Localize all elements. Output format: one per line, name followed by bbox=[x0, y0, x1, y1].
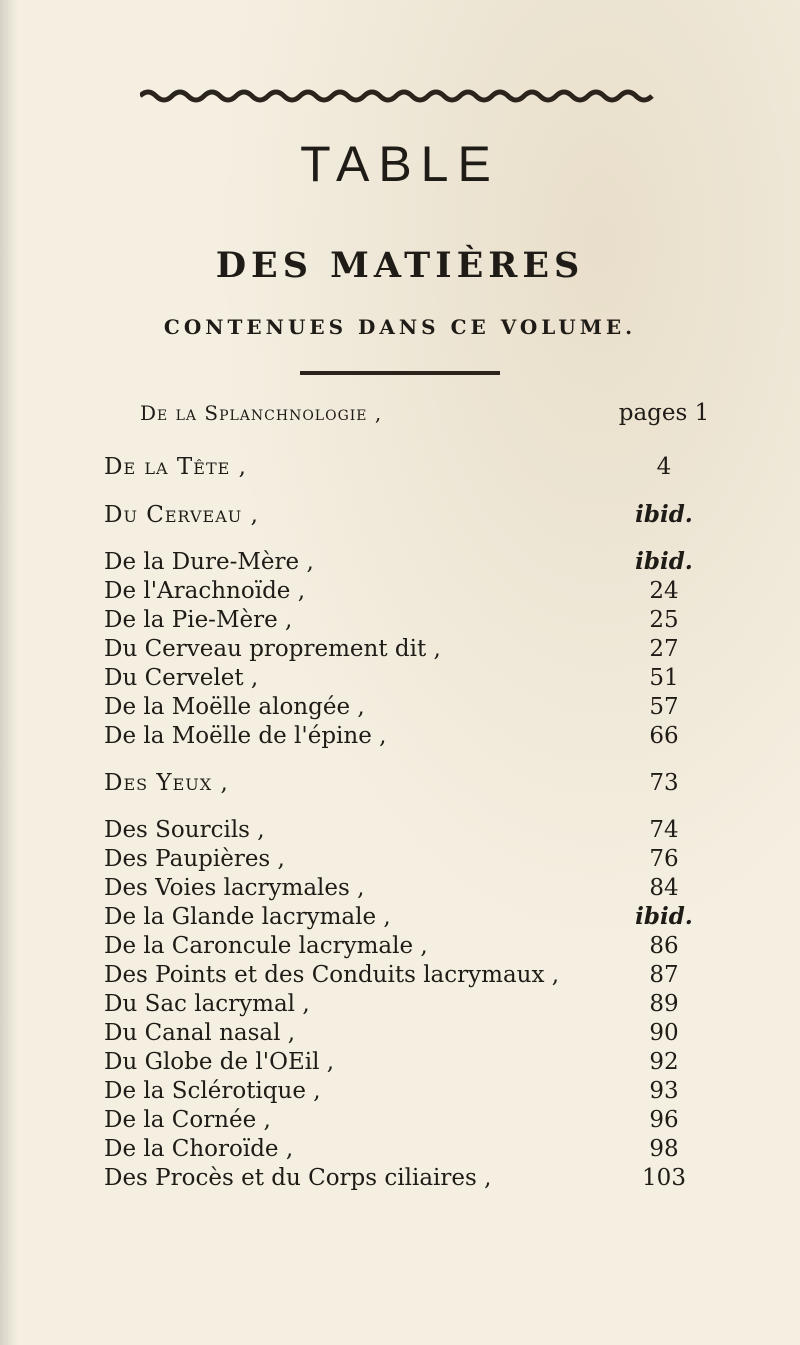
toc-entry-label: De la Pie-Mère , bbox=[104, 607, 293, 633]
toc-entry-page: ibid. bbox=[635, 903, 693, 930]
toc-entry bbox=[104, 844, 724, 874]
toc-entry-page: 27 bbox=[649, 636, 679, 662]
toc-entry bbox=[104, 576, 724, 606]
toc-entry-label: De la Tête , bbox=[104, 454, 247, 480]
toc-entry-page: 74 bbox=[649, 817, 679, 843]
toc-entry bbox=[104, 768, 724, 798]
toc-entry-label: De la Sclérotique , bbox=[104, 1078, 321, 1104]
toc-entry bbox=[104, 500, 724, 530]
toc-entry-page: 57 bbox=[649, 694, 679, 720]
toc-entry-page: 93 bbox=[649, 1078, 679, 1104]
toc-entry-label: Du Cerveau , bbox=[104, 502, 259, 528]
toc-entry-label: Du Canal nasal , bbox=[104, 1020, 296, 1046]
toc-entry-page: 89 bbox=[649, 991, 679, 1017]
toc-entry bbox=[104, 1163, 724, 1193]
toc-entry-label: De la Splanchnologie , bbox=[140, 401, 383, 425]
toc-entry bbox=[104, 663, 724, 693]
toc-entry-page: 98 bbox=[649, 1136, 679, 1162]
toc-entry-page: 103 bbox=[642, 1165, 686, 1191]
toc-entry bbox=[104, 692, 724, 722]
toc-entry-label: Des Yeux , bbox=[104, 770, 229, 796]
toc-entry-label: De l'Arachnoïde , bbox=[104, 578, 306, 604]
toc-entry-label: Des Points et des Conduits lacrymaux , bbox=[104, 962, 560, 988]
toc-entry-label: Du Cervelet , bbox=[104, 665, 259, 691]
toc-entry bbox=[104, 452, 724, 482]
toc-entry-label: Du Globe de l'OEil , bbox=[104, 1049, 335, 1075]
toc-entry-page: 51 bbox=[649, 665, 679, 691]
toc-entry bbox=[104, 1076, 724, 1106]
page-title: TABLE bbox=[300, 136, 500, 192]
toc-entry bbox=[104, 815, 724, 845]
toc-entry bbox=[104, 902, 724, 932]
toc-entry-label: Des Procès et du Corps ciliaires , bbox=[104, 1165, 492, 1191]
toc-entry bbox=[104, 634, 724, 664]
toc-entry-page: 96 bbox=[649, 1107, 679, 1133]
page-subtitle-secondary: CONTENUES DANS CE VOLUME. bbox=[163, 315, 637, 339]
toc-entry-page: 90 bbox=[649, 1020, 679, 1046]
toc-entry bbox=[104, 1134, 724, 1164]
toc-entry-label: Des Paupières , bbox=[104, 846, 285, 872]
toc-entry-label: Des Voies lacrymales , bbox=[104, 875, 365, 901]
toc-entry-label: De la Dure-Mère , bbox=[104, 549, 314, 575]
toc-entry bbox=[104, 547, 724, 577]
toc-entry-page: 24 bbox=[649, 578, 679, 604]
toc-entry bbox=[104, 1018, 724, 1048]
toc-entry-page: 76 bbox=[649, 846, 679, 872]
toc-entry-page: 66 bbox=[649, 723, 679, 749]
toc-entry-page: 73 bbox=[649, 770, 679, 796]
toc-entry bbox=[104, 873, 724, 903]
toc-entry-page: 86 bbox=[649, 933, 679, 959]
toc-entry-label: De la Caroncule lacrymale , bbox=[104, 933, 428, 959]
toc-entry bbox=[104, 605, 724, 635]
toc-entry-label: Du Cerveau proprement dit , bbox=[104, 636, 441, 662]
toc-entry-label: De la Choroïde , bbox=[104, 1136, 294, 1162]
toc-entry bbox=[104, 960, 724, 990]
toc-entry-page: 25 bbox=[649, 607, 679, 633]
toc-entry-page: ibid. bbox=[635, 501, 693, 528]
toc-entry-page: 87 bbox=[649, 962, 679, 988]
toc-entry-label: De la Moëlle alongée , bbox=[104, 694, 365, 720]
toc-entry-label: Du Sac lacrymal , bbox=[104, 991, 310, 1017]
toc-entry-label: Des Sourcils , bbox=[104, 817, 265, 843]
toc-entry bbox=[104, 1047, 724, 1077]
toc-entry-page: 84 bbox=[649, 875, 679, 901]
toc-entry-label: De la Cornée , bbox=[104, 1107, 271, 1133]
toc-entry bbox=[104, 721, 724, 751]
toc-entry-label: De la Glande lacrymale , bbox=[104, 904, 391, 930]
toc-entry-page: 4 bbox=[656, 454, 672, 480]
toc-entry bbox=[104, 989, 724, 1019]
page-subtitle: DES MATIÈRES bbox=[215, 245, 585, 286]
toc-entry-label: De la Moëlle de l'épine , bbox=[104, 723, 387, 749]
toc-entry bbox=[104, 931, 724, 961]
toc-entry-page: ibid. bbox=[635, 548, 693, 575]
toc-entry bbox=[104, 1105, 724, 1135]
toc-entry-page: pages 1 bbox=[618, 400, 710, 426]
toc-entry-page: 92 bbox=[649, 1049, 679, 1075]
toc-entry bbox=[104, 398, 724, 428]
